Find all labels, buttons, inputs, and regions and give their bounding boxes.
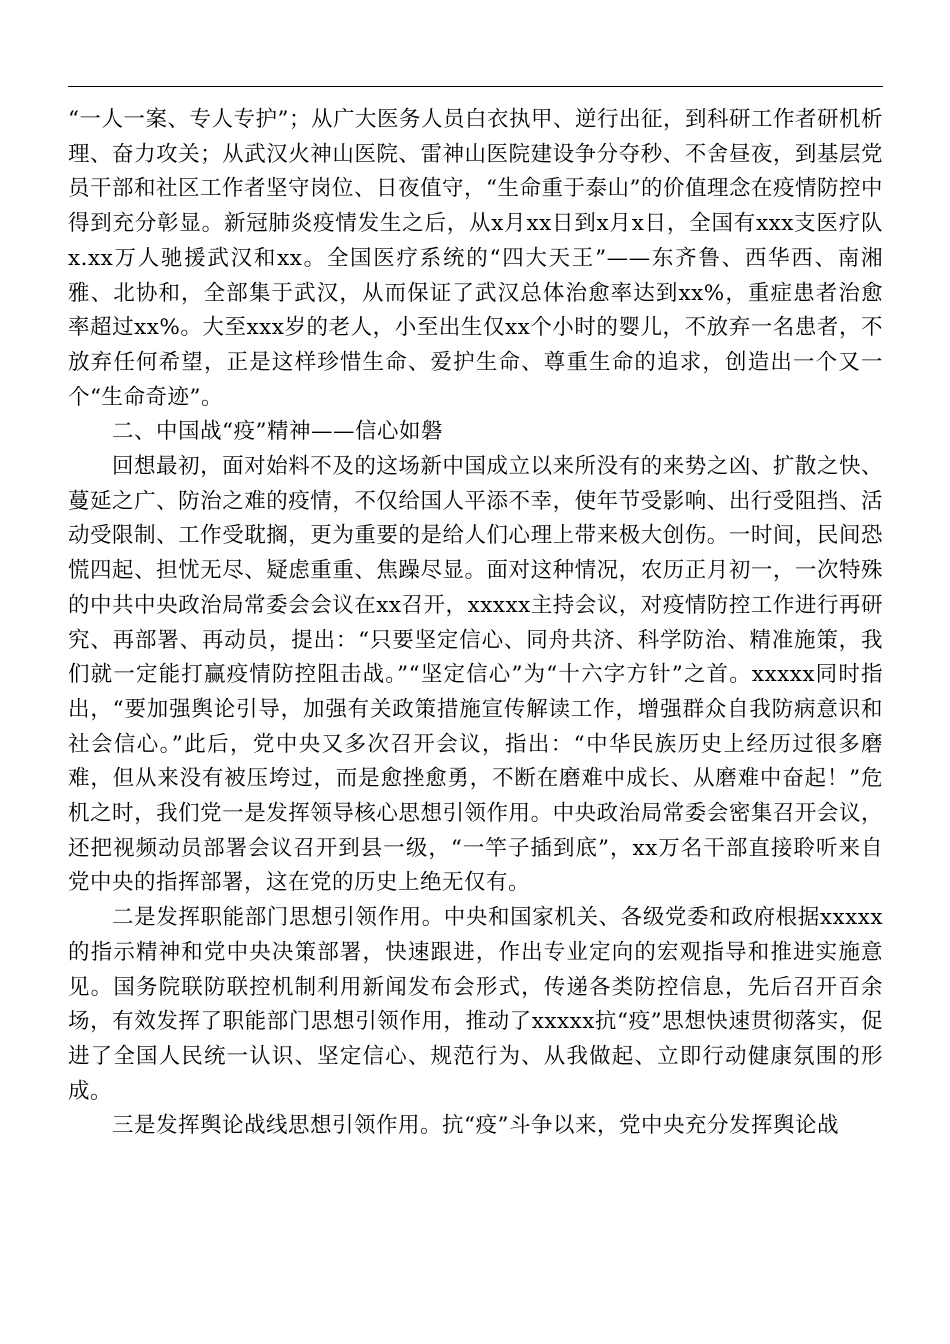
paragraph-confidence: 回想最初，面对始料不及的这场新中国成立以来所没有的来势之凶、扩散之快、蔓延之广、防治之难的疫情，不仅给国人平添不幸，使年节受影响、出行受阻挡、活动受限制、工作受耽搁，更为重要的是给人们心理上带来极大创伤。一时间，民间恐慌四起、担忧无尽、疑虑重重、焦躁尽显。面对这种情况，农历正月初一，一次特殊的中共中央政治局常委会会议在xx召开，xxxxx主持会议，对疫情防控工作进行再研究、再部署、再动员，提出：“只要坚定信心、同舟共济、科学防治、精准施策，我们就一定能打赢疫情防控阻击战。”“坚定信心”为“十六字方针”之首。xxxxx同时指出，“要加强舆论引导，加强有关政策措施宣传解读工作，增强群众自我防病意识和社会信心。”此后，党中央又多次召开会议，指出：“中华民族历史上经历过很多磨难，但从来没有被压垮过，而是愈挫愈勇，不断在磨难中成长、从磨难中奋起！”危机之时，我们党一是发挥领导核心思想引领作用。中央政治局常委会密集召开会议，还把视频动员部署会议召开到县一级，“一竿子插到底”，xx万名干部直接聆听来自党中央的指挥部署，这在党的历史上绝无仅有。 [68, 454, 883, 896]
document-body [68, 103, 883, 1144]
paragraph-medical-support: “一人一案、专人专护”；从广大医务人员白衣执甲、逆行出征，到科研工作者研机析理、奋力攻关；从武汉火神山医院、雷神山医院建设争分夺秒、不舍昼夜，到基层党员干部和社区工作者坚守岗位、日夜值守，“生命重于泰山”的价值理念在疫情防控中得到充分彰显。新冠肺炎疫情发生之后，从x月xx日到x月x日，全国有xxx支医疗队x.xx万人驰援武汉和xx。全国医疗系统的“四大天王”——东齐鲁、西华西、南湘雅、北协和，全部集于武汉，从而保证了武汉总体治愈率达到xx%，重症患者治愈率超过xx%。大至xxx岁的老人，小至出生仅xx个小时的婴儿，不放弃一名患者，不放弃任何希望，正是这样珍惜生命、爱护生命、尊重生命的追求，创造出一个又一个“生命奇迹”。 [68, 107, 883, 410]
paragraph-departments: 二是发挥职能部门思想引领作用。中央和国家机关、各级党委和政府根据xxxxx的指示精神和党中央决策部署，快速跟进，作出专业定向的宏观指导和推进实施意见。国务院联防联控机制利用新闻发布会形式，传递各类防控信息，先后召开百余场，有效发挥了职能部门思想引领作用，推动了xxxxx抗“疫”思想快速贯彻落实，促进了全国人民统一认识、坚定信心、规范行为、从我做起、立即行动健康氛围的形成。 [68, 905, 883, 1104]
document-page [68, 86, 883, 1144]
paragraph-public-opinion: 三是发挥舆论战线思想引领作用。抗“疫”斗争以来，党中央充分发挥舆论战 [112, 1113, 839, 1139]
section-heading-confidence: 二、中国战“疫”精神——信心如磐 [112, 419, 443, 445]
header-divider [68, 86, 883, 87]
